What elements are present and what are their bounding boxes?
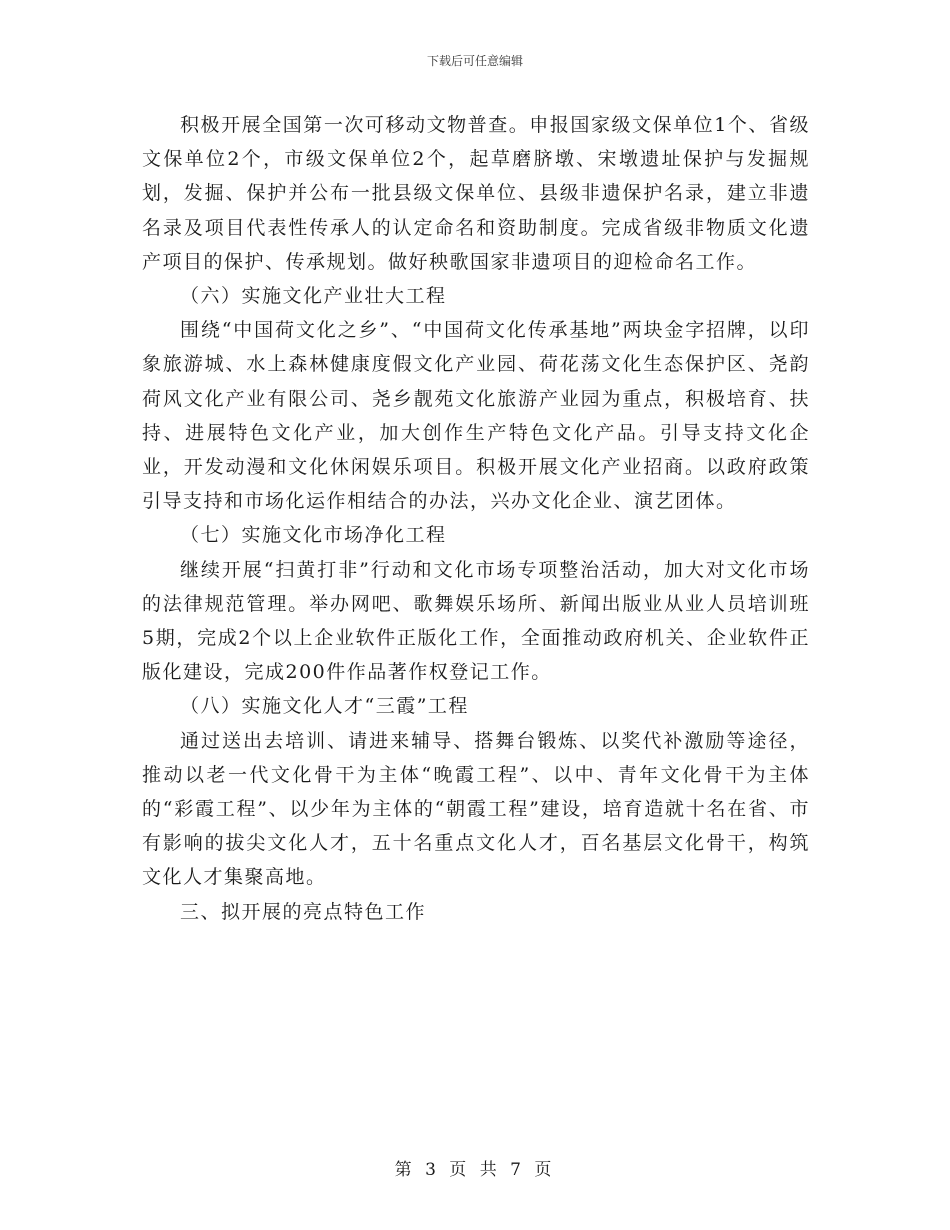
section-heading-8: （八）实施文化人才“三霞”工程: [180, 695, 469, 718]
paragraph-cultural-market: 继续开展“扫黄打非”行动和文化市场专项整治活动，加大对文化市场的法律规范管理。举办网吧、歌舞娱乐场所、新闻出版业从业人员培训班5期，完成2个以上企业软件正版化工作，全面推动政府机关、企业软件正版化建设，完成200件作品著作权登记工作。: [142, 558, 810, 684]
document-body: [142, 108, 810, 929]
page-header: 下载后可任意编辑: [426, 54, 523, 68]
paragraph-cultural-talent: 通过送出去培训、请进来辅导、搭舞台锻炼、以奖代补激励等途径，推动以老一代文化骨干为主体“晚霞工程”、以中、青年文化骨干为主体的“彩霞工程”、以少年为主体的“朝霞工程”建设，培育造就十名在省、市有影响的拔尖文化人才，五十名重点文化人才，百名基层文化骨干，构筑文化人才集聚高地。: [142, 729, 810, 889]
section-heading-3: 三、拟开展的亮点特色工作: [180, 900, 427, 923]
page-number-footer: 第 3 页 共 7 页: [394, 1160, 556, 1180]
section-heading-6: （六）实施文化产业壮大工程: [180, 285, 447, 308]
paragraph-cultural-industry: 围绕“中国荷文化之乡”、“中国荷文化传承基地”两块金字招牌，以印象旅游城、水上森林健康度假文化产业园、荷花荡文化生态保护区、尧韵荷风文化产业有限公司、尧乡靓苑文化旅游产业园为重点，积极培育、扶持、进展特色文化产业，加大创作生产特色文化产品。引导支持文化企业，开发动漫和文化休闲娱乐项目。积极开展文化产业招商。以政府政策引导支持和市场化运作相结合的办法，兴办文化企业、演艺团体。: [142, 319, 810, 513]
paragraph-cultural-relics: 积极开展全国第一次可移动文物普查。申报国家级文保单位1个、省级文保单位2个，市级文保单位2个，起草磨脐墩、宋墩遗址保护与发掘规划，发掘、保护并公布一批县级文保单位、县级非遗保护名录，建立非遗名录及项目代表性传承人的认定命名和资助制度。完成省级非物质文化遗产项目的保护、传承规划。做好秧歌国家非遗项目的迎检命名工作。: [142, 114, 810, 273]
section-heading-7: （七）实施文化市场净化工程: [180, 524, 447, 547]
